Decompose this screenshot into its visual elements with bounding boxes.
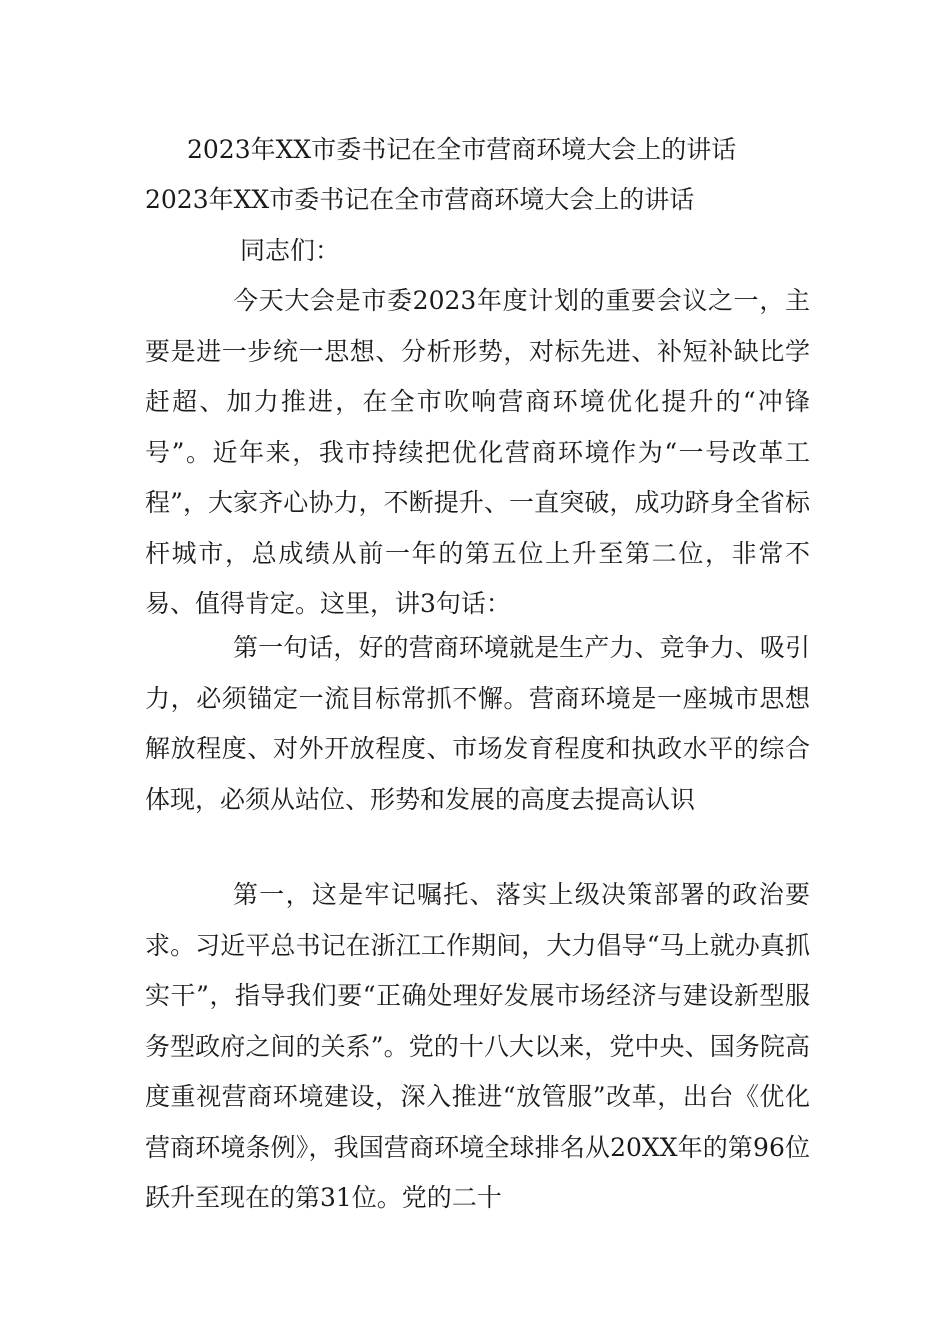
document-subtitle: 2023年XX市委书记在全市营商环境大会上的讲话: [145, 185, 695, 214]
paragraph-first-point: 第一句话，好的营商环境就是生产力、竞争力、吸引力，必须锚定一流目标常抓不懈。营商环境是一座城市思想解放程度、对外开放程度、市场发育程度和执政水平的综合体现，必须从站位、形势和发展的高度去提高认识: [145, 633, 810, 814]
salutation: 同志们：: [240, 236, 341, 265]
paragraph-intro: 今天大会是市委2023年度计划的重要会议之一，主要是进一步统一思想、分析形势，对标先进、补短补缺比学赶超、加力推进，在全市吹响营商环境优化提升的“冲锋号”。近年来，我市持续把优化营商环境作为“一号改革工程”，大家齐心协力，不断提升、一直突破，成功跻身全省标杆城市，总成绩从前一年的第五位上升至第二位，非常不易、值得肯定。这里，讲3句话：: [145, 286, 810, 618]
paragraph-first-reason: 第一，这是牢记嘱托、落实上级决策部署的政治要求。习近平总书记在浙江工作期间，大力倡导“马上就办真抓实干”，指导我们要“正确处理好发展市场经济与建设新型服务型政府之间的关系”。党的十八大以来，党中央、国务院高度重视营商环境建设，深入推进“放管服”改革，出台《优化营商环境条例》，我国营商环境全球排名从20XX年的第96位跃升至现在的第31位。党的二十: [145, 880, 810, 1212]
document-title: 2023年XX市委书记在全市营商环境大会上的讲话: [187, 135, 737, 164]
